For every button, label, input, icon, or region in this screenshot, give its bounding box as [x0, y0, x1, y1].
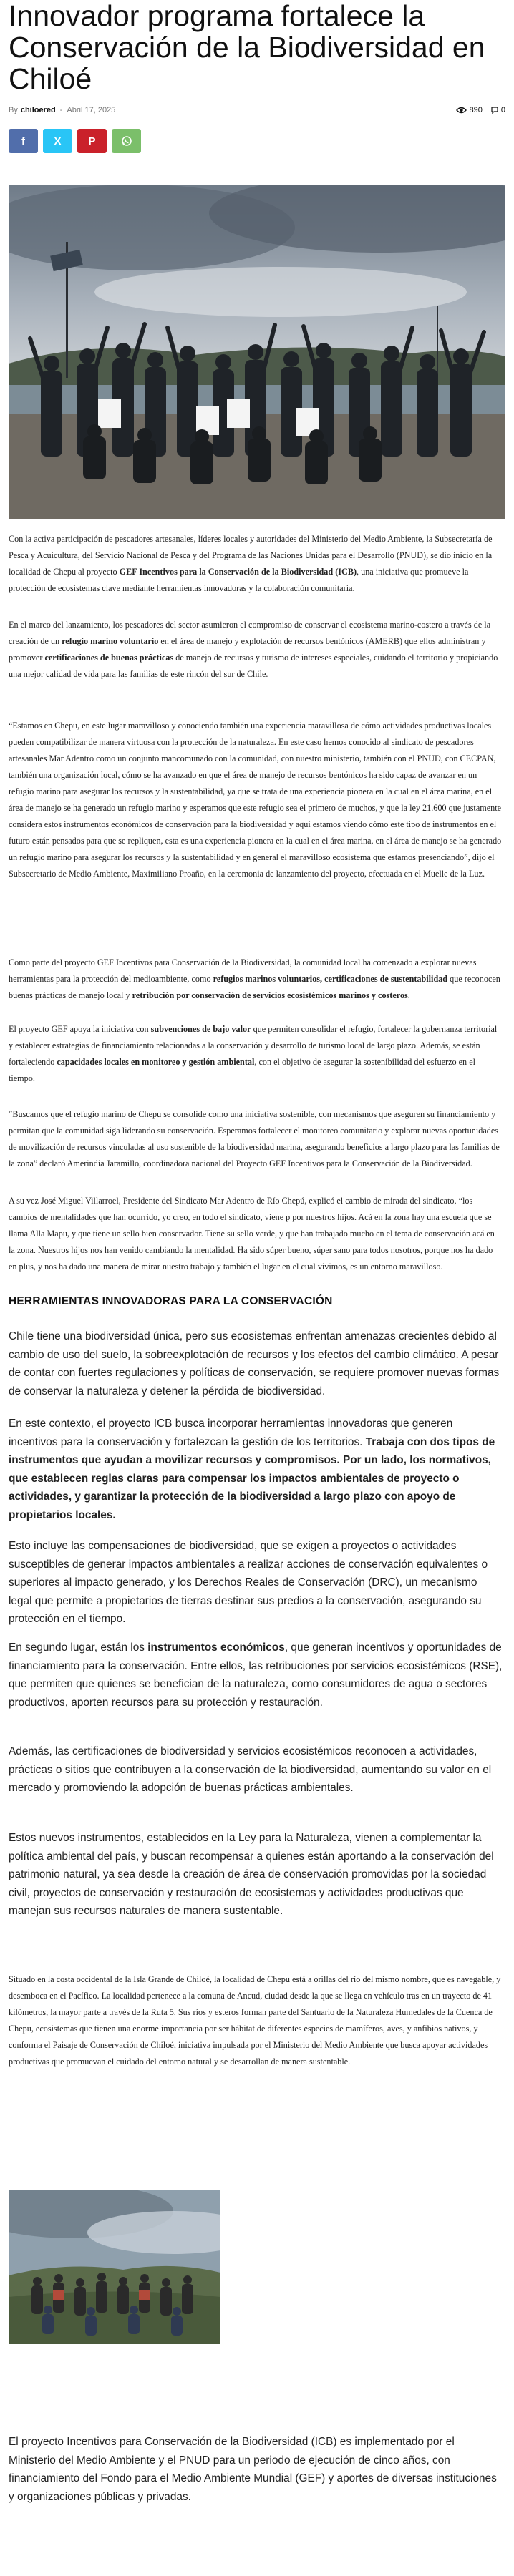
comments-count: 0: [500, 106, 505, 114]
article-title: Innovador programa fortalece la Conservación de la Biodiversidad en Chiloé: [9, 0, 485, 95]
paragraph-economic-instruments: En segundo lugar, están los instrumentos económicos, que generan incentivos y oportunidades de financiamiento para la conservación. Entre ellos, las retribuciones por servicios ecosistémicos (RSE), que permiten que quienes se benefician de la naturaleza, como consumidores de agua o sectores productivos, aporten recursos para su protección y restauración.: [9, 1641, 503, 1709]
paragraph-tools: Como parte del proyecto GEF Incentivos para Conservación de la Biodiversidad, la comunidad local ha comenzado a explorar nuevas herramientas para la protección del medioambiente, como refugios marinos voluntarios, certificaciones de sustentabilidad que reconocen buenas prácticas de manejo local y retribución por conservación de servicios ecosistémicos marinos y costeros.: [9, 957, 500, 1000]
facebook-icon: f: [21, 135, 25, 147]
share-facebook-button[interactable]: [9, 129, 38, 153]
quote-coordinadora: “Buscamos que el refugio marino de Chepu se consolide como una iniciativa sostenible, con mecanismos que aseguren su financiamiento y permitan que la comunidad siga liderando su conservación. Esperamos fortalecer el monitoreo comunitario y explorar nuevas oportunidades de movilización de recursos vinculadas al uso sostenible de la biodiversidad marina, asegurando beneficios a largo plazo para las familias de la zona” declaró Amerindia Jaramillo, coordinadora nacional del Proyecto GEF Incentivos para la Conservación de la Biodiversidad.: [9, 1109, 500, 1169]
comment-icon: [491, 107, 498, 114]
project-name: GEF Incentivos para la Conservación de la Biodiversidad (ICB): [119, 567, 357, 577]
section-heading: HERRAMIENTAS INNOVADORAS PARA LA CONSERVACIÓN: [9, 1295, 333, 1307]
group-on-hill-illustration: [9, 2190, 220, 2344]
article-meta: [9, 104, 505, 116]
quote-sindicato: A su vez José Miguel Villarroel, Presidente del Sindicato Mar Adentro de Río Chepú, explicó el cambio de mirada del sindicato, “los cambios de mentalidades que han ocurrido, yo creo, en todo el sindicato, viene p por nuestros hijos. Acá en la zona hay una escuela que se llama Alla Mapu, y que tiene un sello bien conservador. Tiene su sello verde, y que han trabajado mucho en el tema de conservación acá en la zona. Nuestros hijos nos han venido cambiando la mentalidad. Ha sido súper bueno, súper sano para todos nosotros, porque nos ha dado en plus, y nos ha dado una manera de mirar nuestro trabajo y también el lugar en el cual vivimos, es un entorno maravilloso.: [9, 1196, 495, 1272]
article: [0, 0, 514, 519]
hero-photo: [9, 185, 505, 519]
meta-separator: -: [59, 106, 63, 114]
publish-date: Abril 17, 2025: [67, 106, 116, 114]
author-link[interactable]: chiloered: [20, 106, 56, 114]
by-label: By: [9, 106, 18, 114]
share-bar: [9, 129, 505, 153]
paragraph-icb-tools: En este contexto, el proyecto ICB busca incorporar herramientas innovadoras que generen incentivos para la conservación y fortalezcan la gestión de los territorios. Trabaja con dos tipos de instrumentos que ayudan a movilizar recursos y compromisos. Por un lado, los normativos, que establecen reglas claras para compensar los impactos ambientales de proyecto o actividades, y garantizar la protección de la biodiversidad a largo plazo con apoyo de propietarios locales.: [9, 1418, 495, 1521]
paragraph-compensations: Esto incluye las compensaciones de biodiversidad, que se exigen a proyectos o actividades susceptibles de generar impactos ambientales a realizar acciones de conservación equivalentes o superiores al impacto generado, y los Derechos Reales de Conservación (DRC), un mecanismo legal que permite a propietarios de tierras destinar sus predios a la conservación, asegurando su protección en el tiempo.: [9, 1540, 488, 1625]
paragraph-new-instruments: Estos nuevos instrumentos, establecidos en la Ley para la Naturaleza, vienen a complementar la política ambiental del país, y buscan recompensar a quienes están aportando a la conservación del patrimonio natural, ya sea desde la creación de área de conservación promovidas por la sociedad civil, proyectos de conservación y restauración de ecosistemas y actividades productivas que manejan sus recursos naturales de manera sustentable.: [9, 1832, 494, 1917]
twitter-x-icon: X: [54, 135, 62, 147]
comments-stat[interactable]: [491, 106, 505, 114]
paragraph-gef-support: El proyecto GEF apoya la iniciativa con subvenciones de bajo valor que permiten consolidar el refugio, fortalecer la gobernanza territorial y establecer estrategias de financiamiento relacionadas a la conservación y desarrollo de turismo local de largo plazo. Además, se están fortaleciendo capacidades locales en monitoreo y gestión ambiental, con el objetivo de asegurar la sostenibilidad del esfuerzo en el tiempo.: [9, 1024, 498, 1083]
share-twitter-button[interactable]: [43, 129, 72, 153]
whatsapp-icon: [121, 135, 132, 147]
paragraph-intro: Con la activa participación de pescadores artesanales, líderes locales y autoridades del Ministerio del Medio Ambiente, la Subsecretaría de Pesca y Acuicultura, del Servicio Nacional de Pesca y del Programa de las Naciones Unidas para el Desarrollo (PNUD), se dio inicio en la localidad de Chepu al proyecto GEF Incentivos para la Conservación de la Biodiversidad (ICB), una iniciativa que promueve la protección de ecosistemas clave mediante herramientas innovadoras y la colaboración comunitaria.: [9, 534, 493, 593]
share-whatsapp-button[interactable]: [112, 129, 141, 153]
paragraph-launch: En el marco del lanzamiento, los pescadores del sector asumieron el compromiso de conservar el ecosistema marino-costero a través de la creación de un refugio marino voluntario en el área de manejo y explotación de recursos bentónicos (AMERB) que ellos administran y promover certificaciones de buenas prácticas de manejo de recursos y turismo de intereses especiales, cuidando el territorio y propiciando una mejor calidad de vida para las familias de este rincón del sur de Chile.: [9, 620, 498, 679]
eye-icon: [456, 107, 467, 114]
pinterest-icon: P: [88, 135, 96, 147]
quote-subsecretario: “Estamos en Chepu, en este lugar maravilloso y conociendo también una experiencia maravillosa de cómo actividades productivas locales pueden compatibilizar de manera virtuosa con la protección de la naturaleza. En este caso hemos conocido al sindicato de pescadores artesanales Mar Adentro como un conjunto mancomunado con la comunidad, con nuestro ministerio, también con el PNUD, con CECPAN, también una organización local, cómo se ha avanzado en que el área de manejo de recursos bentónicos ha sido capaz de avanzar en un refugio marino para asegurar los recursos y la sustentabilidad, ya que se trata de una experiencia pionera en la cual en el área marina, en el área de manejo se ha generado un refugio marino y esperamos que este refugio sea el primero de muchos, y que la ley 21.600 que justamente considera estos instrumentos económicos de conservación para la biodiversidad y aquí estamos viendo cómo este tipo de instrumentos en el futuro están pensados para que se repliquen, esta es una experiencia pionera en la cual en el área marina, en el área de manejo se ha generado un refugio marino para asegurar los recursos y la sustentabilidad y en general el maravilloso ecosistema que estamos presenciando”, dijo el Subsecretario de Medio Ambiente, Maximiliano Proaño, en la ceremonia de lanzamiento del proyecto, efectuada en el Muelle de la Luz.: [9, 721, 502, 879]
views-stat: [456, 106, 483, 114]
paragraph-chile-biodiversity: Chile tiene una biodiversidad única, pero sus ecosistemas enfrentan amenazas crecientes debido al cambio de uso del suelo, la sobreexplotación de recursos y los efectos del cambio climático. A pesar de contar con fuertes regulaciones y políticas de conservación, se requiere promover nuevas formas de conservar la naturaleza y detener la pérdida de biodiversidad.: [9, 1330, 500, 1397]
paragraph-closing: El proyecto Incentivos para Conservación de la Biodiversidad (ICB) es implementado por el Ministerio del Medio Ambiente y el PNUD para un periodo de ejecución de cinco años, con financiamiento del Fondo para el Medio Ambiente Mundial (GEF) y aportes de diversas instituciones y organizaciones públicas y privadas.: [9, 2436, 497, 2503]
group-photo-illustration: [9, 185, 505, 519]
share-pinterest-button[interactable]: [77, 129, 107, 153]
views-count: 890: [469, 106, 483, 114]
paragraph-certifications: Además, las certificaciones de biodiversidad y servicios ecosistémicos reconocen a actividades, prácticas o sitios que contribuyen a la conservación de la biodiversidad, aumentando su valor en el mercado y promoviendo la adopción de buenas prácticas ambientales.: [9, 1745, 492, 1794]
article-stats: [456, 106, 505, 114]
paragraph-chepu-location: Situado en la costa occidental de la Isla Grande de Chiloé, la localidad de Chepu está a orillas del río del mismo nombre, que es navegable, y desemboca en el Pacífico. La localidad pertenece a la comuna de Ancud, ciudad desde la que se llega en vehículo tras en un trayecto de 41 kilómetros, la mayor parte a través de la Ruta 5. Sus ríos y esteros forman parte del Santuario de la Naturaleza Humedales de la Cuenca de Chepu, ecosistemas que tienen una enorme importancia por ser hábitat de diferentes especies de mamíferos, aves, y anfibios nativos, y conforma el Paisaje de Conservación de Chiloé, iniciativa impulsada por el Ministerio del Medio Ambiente que busca apoyar actividades productivas que promuevan el cuidado del entorno natural y se desarrollan de manera sustentable.: [9, 1974, 501, 2067]
secondary-photo: [9, 2190, 220, 2344]
